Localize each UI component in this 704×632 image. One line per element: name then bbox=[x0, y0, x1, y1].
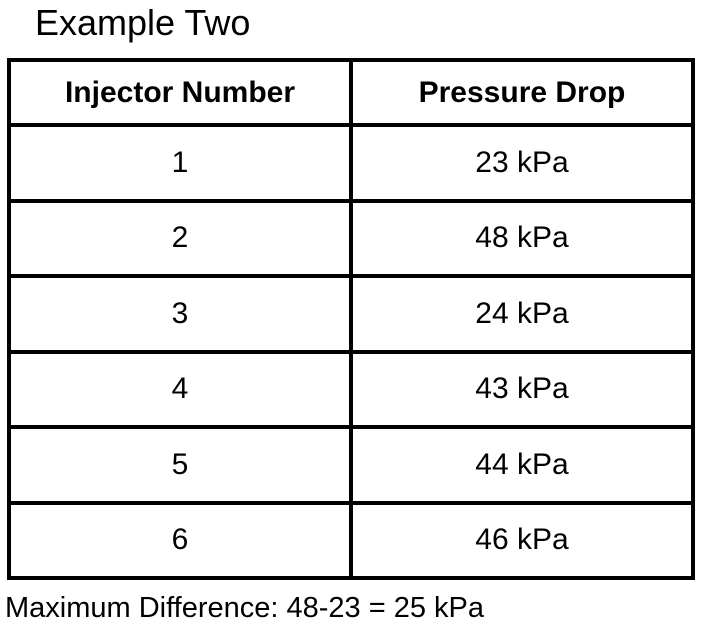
table-row bbox=[9, 125, 693, 201]
header-injector-number: Injector Number bbox=[9, 60, 351, 125]
table-row bbox=[9, 201, 693, 277]
cell-injector-number: 1 bbox=[9, 125, 351, 201]
cell-injector-number: 3 bbox=[9, 276, 351, 352]
cell-injector-number: 4 bbox=[9, 352, 351, 428]
cell-injector-number: 5 bbox=[9, 427, 351, 503]
page-title: Example Two bbox=[35, 2, 251, 43]
cell-pressure-drop: 44 kPa bbox=[351, 427, 693, 503]
max-difference-text: Maximum Difference: 48-23 = 25 kPa bbox=[5, 592, 484, 624]
header-pressure-drop: Pressure Drop bbox=[351, 60, 693, 125]
cell-injector-number: 2 bbox=[9, 201, 351, 277]
cell-pressure-drop: 48 kPa bbox=[351, 201, 693, 277]
table-body bbox=[9, 125, 693, 578]
table-row bbox=[9, 503, 693, 579]
table-header-row bbox=[9, 60, 693, 125]
cell-pressure-drop: 24 kPa bbox=[351, 276, 693, 352]
cell-pressure-drop: 43 kPa bbox=[351, 352, 693, 428]
table-row bbox=[9, 427, 693, 503]
table-row bbox=[9, 352, 693, 428]
table-row bbox=[9, 276, 693, 352]
cell-injector-number: 6 bbox=[9, 503, 351, 579]
cell-pressure-drop: 46 kPa bbox=[351, 503, 693, 579]
injector-pressure-table bbox=[7, 58, 695, 580]
cell-pressure-drop: 23 kPa bbox=[351, 125, 693, 201]
